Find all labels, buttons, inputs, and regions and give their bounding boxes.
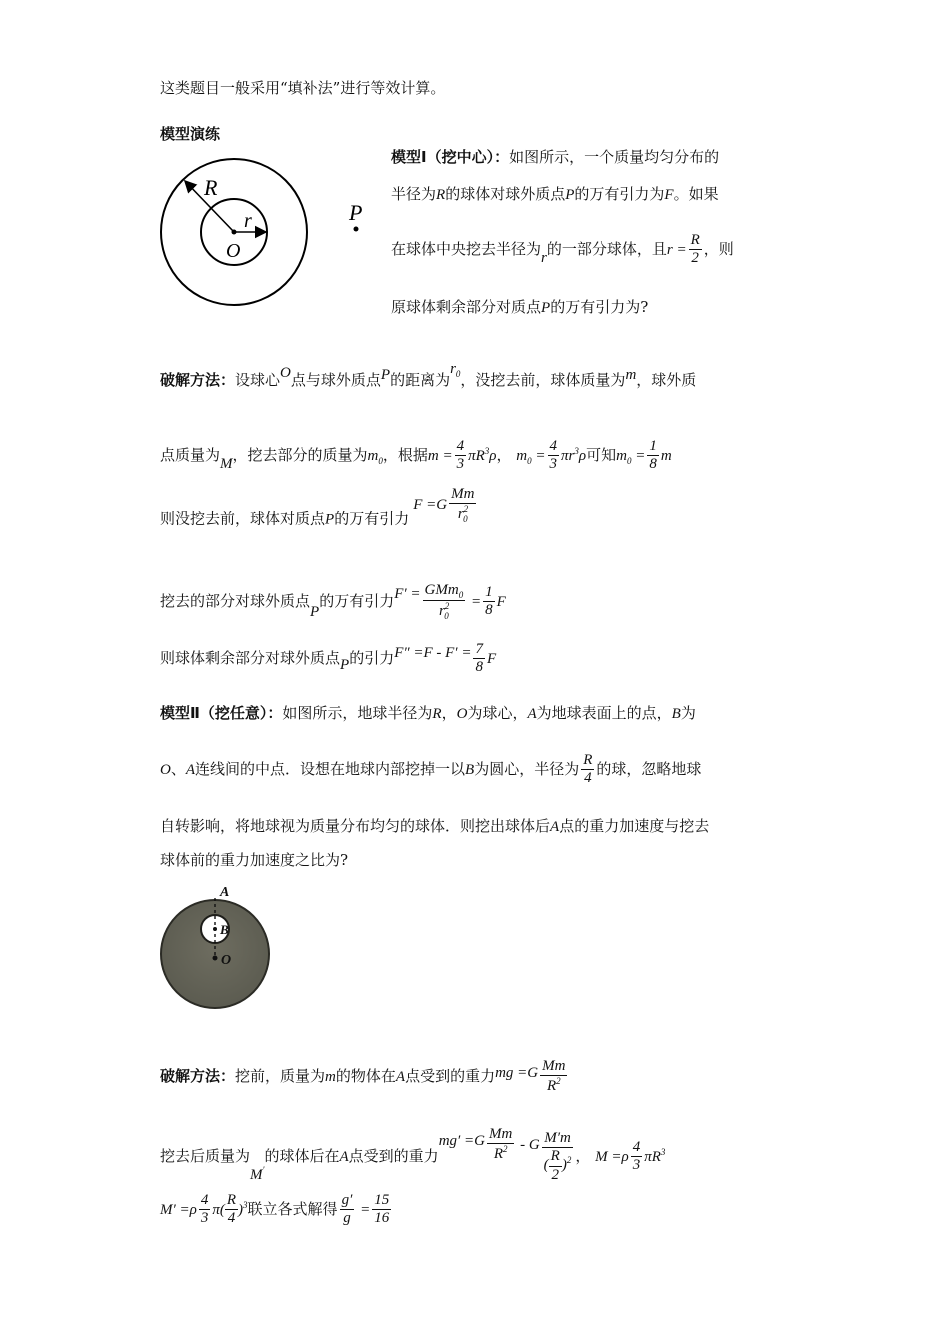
- model1-line4: 原球体剩余部分对质点P的万有引力为?: [391, 298, 649, 316]
- section-title: 模型演练: [160, 125, 221, 143]
- model2-line4: 球体前的重力加速度之比为?: [160, 851, 349, 869]
- label-R: R: [204, 175, 218, 200]
- label-P: P: [349, 200, 363, 225]
- center-dot: [232, 230, 237, 235]
- sol1-line1: 破解方法：设球心O点与球外质点P的距离为$r_0$，没挖去前，球体质量为m，球外质: [160, 361, 697, 389]
- model1-line1: 模型Ⅰ（挖中心）：如图所示，一个质量均匀分布的: [391, 148, 720, 166]
- model1-line3: 在球体中央挖去半径为r的一部分球体，且r = $\frac{R}{2}$ ，则: [391, 232, 734, 267]
- sol1-line5: 则球体剩余部分对球外质点P的引力F″ =F - F′ = $\frac{7}{8}$ F: [160, 641, 497, 676]
- model2-figure: [158, 880, 276, 1012]
- sol2-line2: 挖去后质量为M′的球体后在A点受到的重力mg′ =G $\frac{Mm}{R^2}$ - G M′m ( $\frac{R}{2}$ )$^2$ ， M =ρ $\frac{4}{3}$ $\pi R^3$: [160, 1126, 666, 1183]
- sol1-label: 破解方法：: [160, 371, 236, 389]
- sol1-line2: 点质量为M，挖去部分的质量为$m_0$，根据m = $\frac{4}{3}$ $\pi R^3\rho$， $m_0$ = $\frac{4}{3}$ $\pi r^3\rho$可知$m_0$ = $\frac{1}{8}$ m: [160, 438, 672, 473]
- model1-figure: [158, 157, 378, 312]
- intro-text: 这类题目一般采用“填补法”进行等效计算。: [160, 79, 446, 97]
- sol2-line3: M′ =ρ $\frac{4}{3}$ π( $\frac{R}{4}$ )$^3$联立各式解得 $\frac{g'}{g}$ = $\frac{15}{16}$: [160, 1192, 390, 1227]
- label-r: r: [244, 210, 252, 232]
- fig2-label-A: A: [220, 885, 230, 900]
- model2-title: 模型Ⅱ（挖任意）：: [160, 704, 283, 722]
- point-B: [213, 927, 217, 931]
- fig2-label-B: B: [220, 922, 229, 937]
- frac-R-2: $\frac{R}{2}$: [690, 232, 700, 267]
- point-P: [354, 227, 359, 232]
- sol2-label: 破解方法：: [160, 1066, 236, 1085]
- model1-title: 模型Ⅰ（挖中心）：: [391, 148, 510, 166]
- point-O: [213, 956, 218, 961]
- sol2-line1: 破解方法：挖前，质量为m的物体在A点受到的重力mg =G $\frac{Mm}{R^2}$: [160, 1058, 566, 1095]
- model2-line1: 模型Ⅱ（挖任意）：如图所示，地球半径为R，O为球心，A为地球表面上的点，B为: [160, 704, 696, 722]
- sol1-line3: 则没挖去前，球体对质点P的万有引力F =G $\frac{Mm}{r^2_0}$: [160, 486, 475, 528]
- model1-line2: 半径为R的球体对球外质点P的万有引力为F。如果: [391, 185, 719, 203]
- label-O: O: [226, 240, 241, 262]
- model2-line3: 自转影响，将地球视为质量分布均匀的球体．则挖出球体后A点的重力加速度与挖去: [160, 817, 710, 835]
- model2-line2: O、A连线间的中点．设想在地球内部挖掉一以B为圆心，半径为 $\frac{R}{4}$ 的球，忽略地球: [160, 752, 702, 787]
- fig2-label-O: O: [221, 953, 232, 968]
- sol1-line4: 挖去的部分对球外质点P的万有引力F′ = $\frac{GMm_0}{r^2_0}$ = $\frac{1}{8}$ F: [160, 582, 506, 622]
